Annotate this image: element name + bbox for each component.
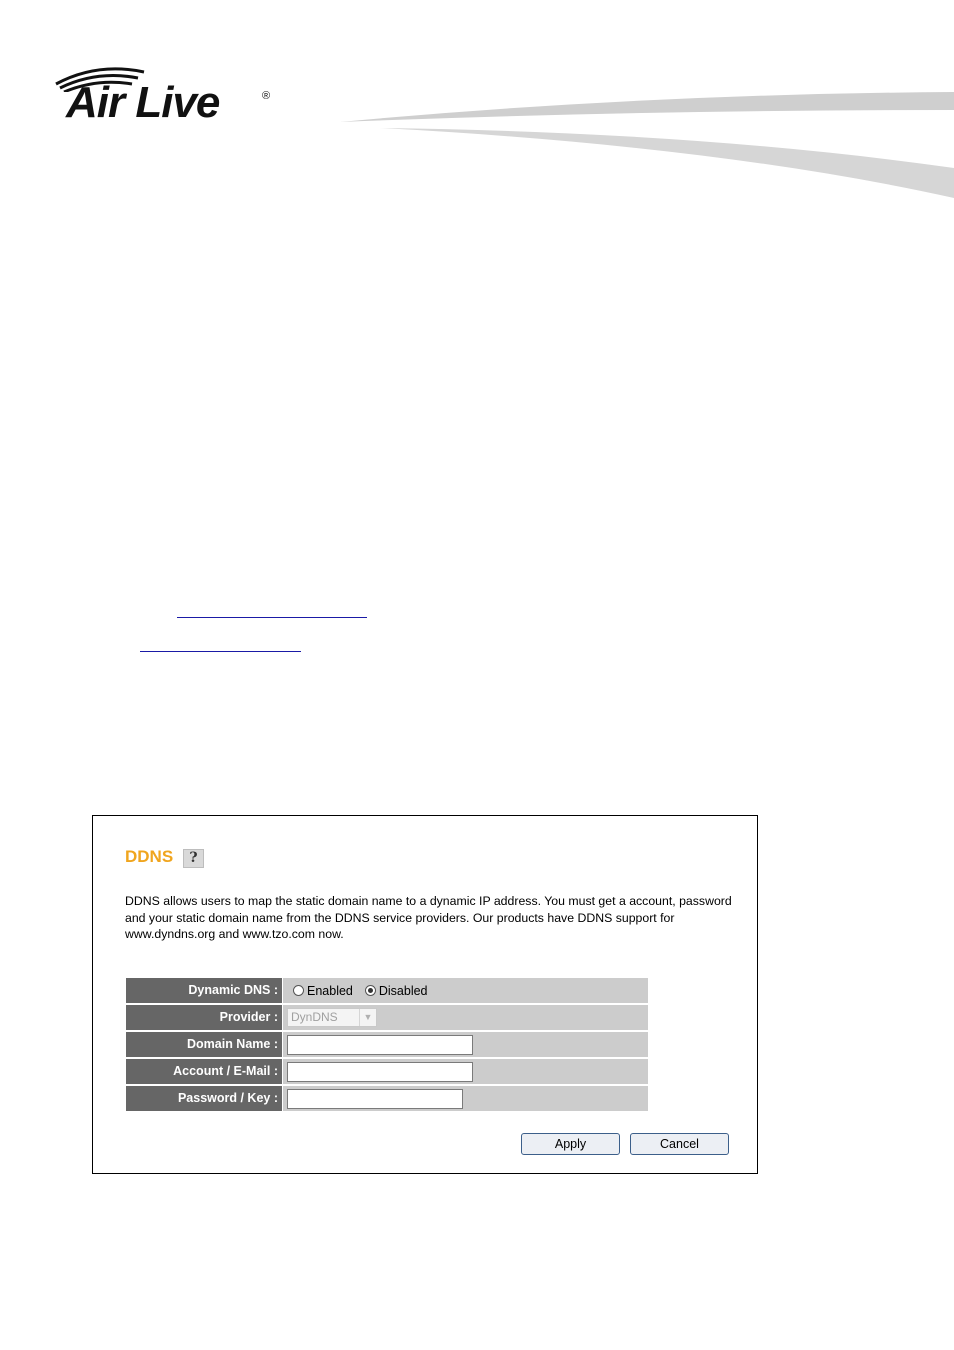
enabled-label: Enabled	[307, 983, 353, 998]
ddns-form	[126, 978, 648, 1113]
disabled-radio[interactable]	[365, 985, 376, 996]
enabled-radio[interactable]	[293, 985, 304, 996]
domain-name-label: Domain Name :	[126, 1032, 282, 1057]
provider-row	[126, 1005, 648, 1030]
dynamic-dns-options	[283, 978, 648, 1003]
password-input[interactable]	[287, 1089, 463, 1109]
dynamic-dns-label: Dynamic DNS :	[126, 978, 282, 1003]
cancel-button[interactable]: Cancel	[630, 1133, 729, 1155]
airlive-logo	[52, 62, 282, 132]
password-label: Password / Key :	[126, 1086, 282, 1111]
domain-name-row	[126, 1032, 648, 1057]
tzo-link-underline[interactable]	[140, 651, 301, 652]
header-swoosh	[340, 88, 954, 200]
brand-name: Air Live	[66, 78, 220, 127]
password-row	[126, 1086, 648, 1111]
apply-button[interactable]: Apply	[521, 1133, 620, 1155]
disabled-label: Disabled	[378, 983, 428, 998]
ddns-description: DDNS allows users to map the static domain name to a dynamic IP address. You must get a account, password and your static domain name from the DDNS service providers. Our products have DDNS support for www.dyndns.org and www.tzo.com now.	[125, 894, 732, 941]
domain-name-input[interactable]	[287, 1035, 473, 1055]
provider-select[interactable]	[287, 1008, 377, 1027]
page-title: DDNS	[125, 847, 174, 866]
dyndns-link-underline[interactable]	[177, 617, 367, 618]
provider-value: DynDNS	[291, 1010, 338, 1024]
registered-mark: ®	[262, 90, 271, 102]
provider-label: Provider :	[126, 1005, 282, 1030]
help-icon[interactable]: ?	[183, 849, 204, 868]
ddns-panel	[92, 815, 758, 1174]
account-row	[126, 1059, 648, 1084]
dynamic-dns-row	[126, 978, 648, 1003]
account-input[interactable]	[287, 1062, 473, 1082]
account-label: Account / E-Mail :	[126, 1059, 282, 1084]
chevron-down-icon: ▼	[359, 1009, 376, 1026]
